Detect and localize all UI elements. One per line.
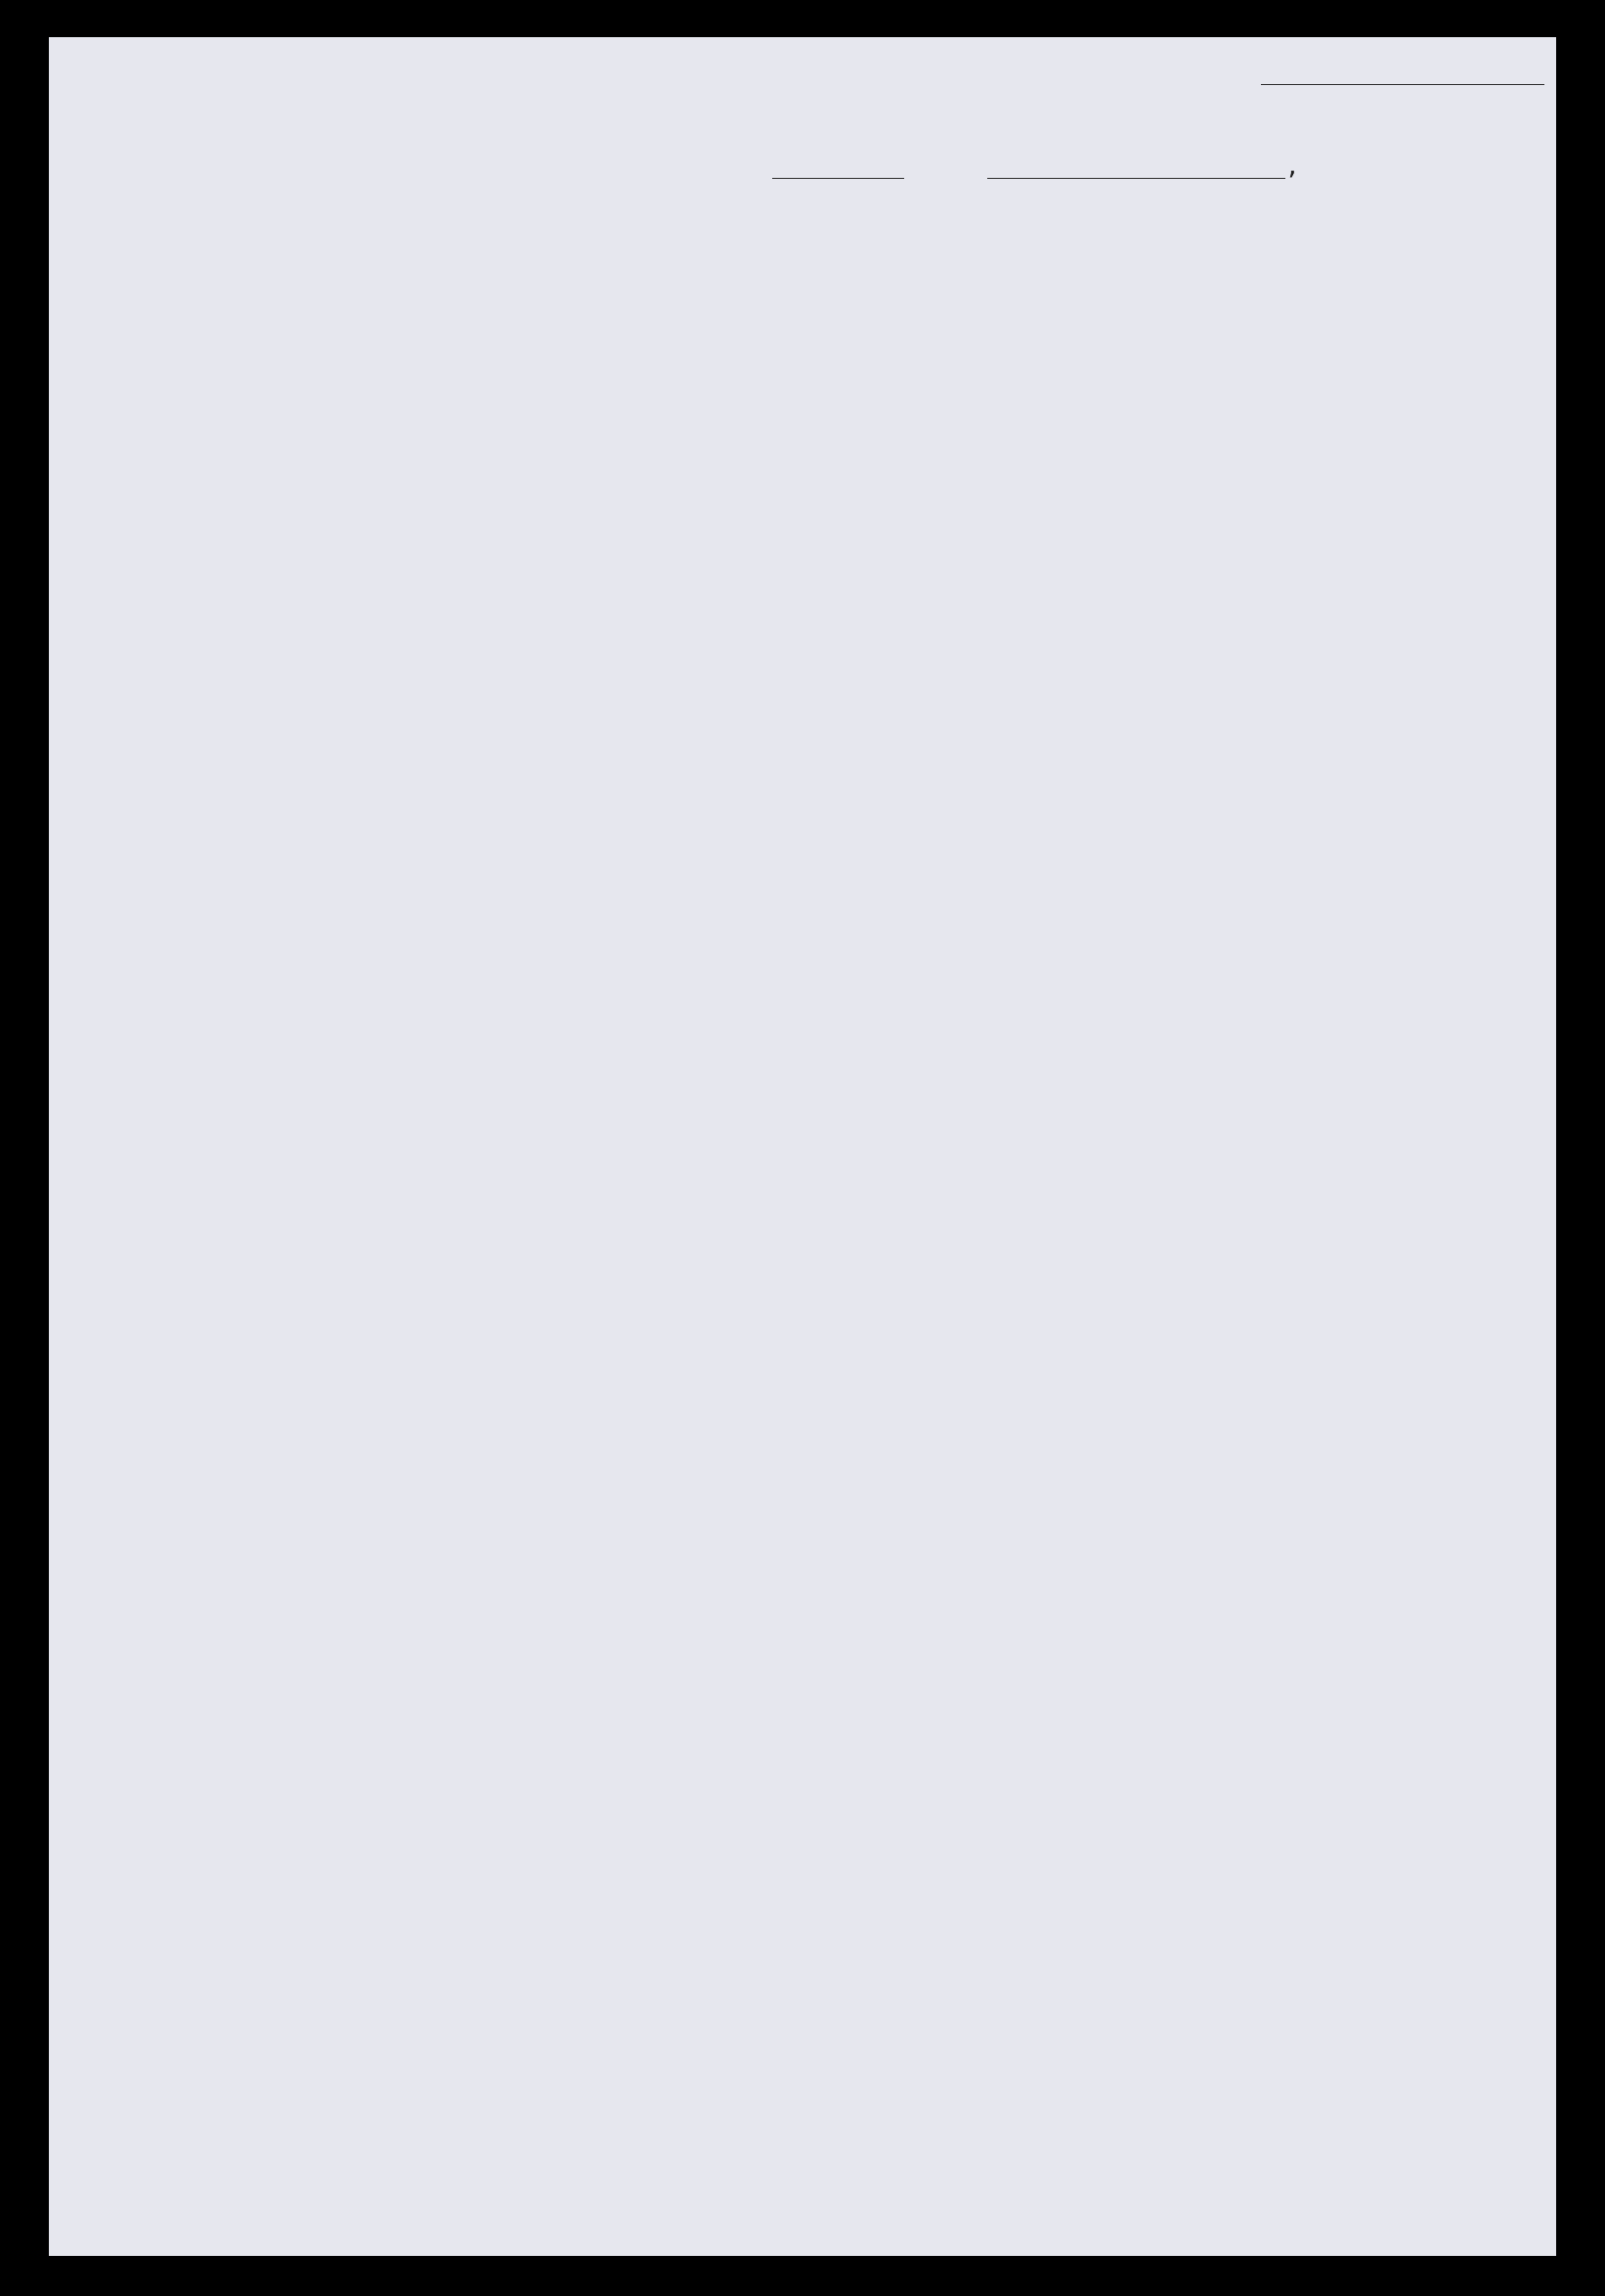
list-no-line (1261, 84, 1544, 85)
class-underline (772, 178, 904, 179)
from-underline (987, 178, 1285, 179)
manifest-sheet (49, 37, 1556, 2256)
date-comma: , (1285, 152, 1301, 180)
